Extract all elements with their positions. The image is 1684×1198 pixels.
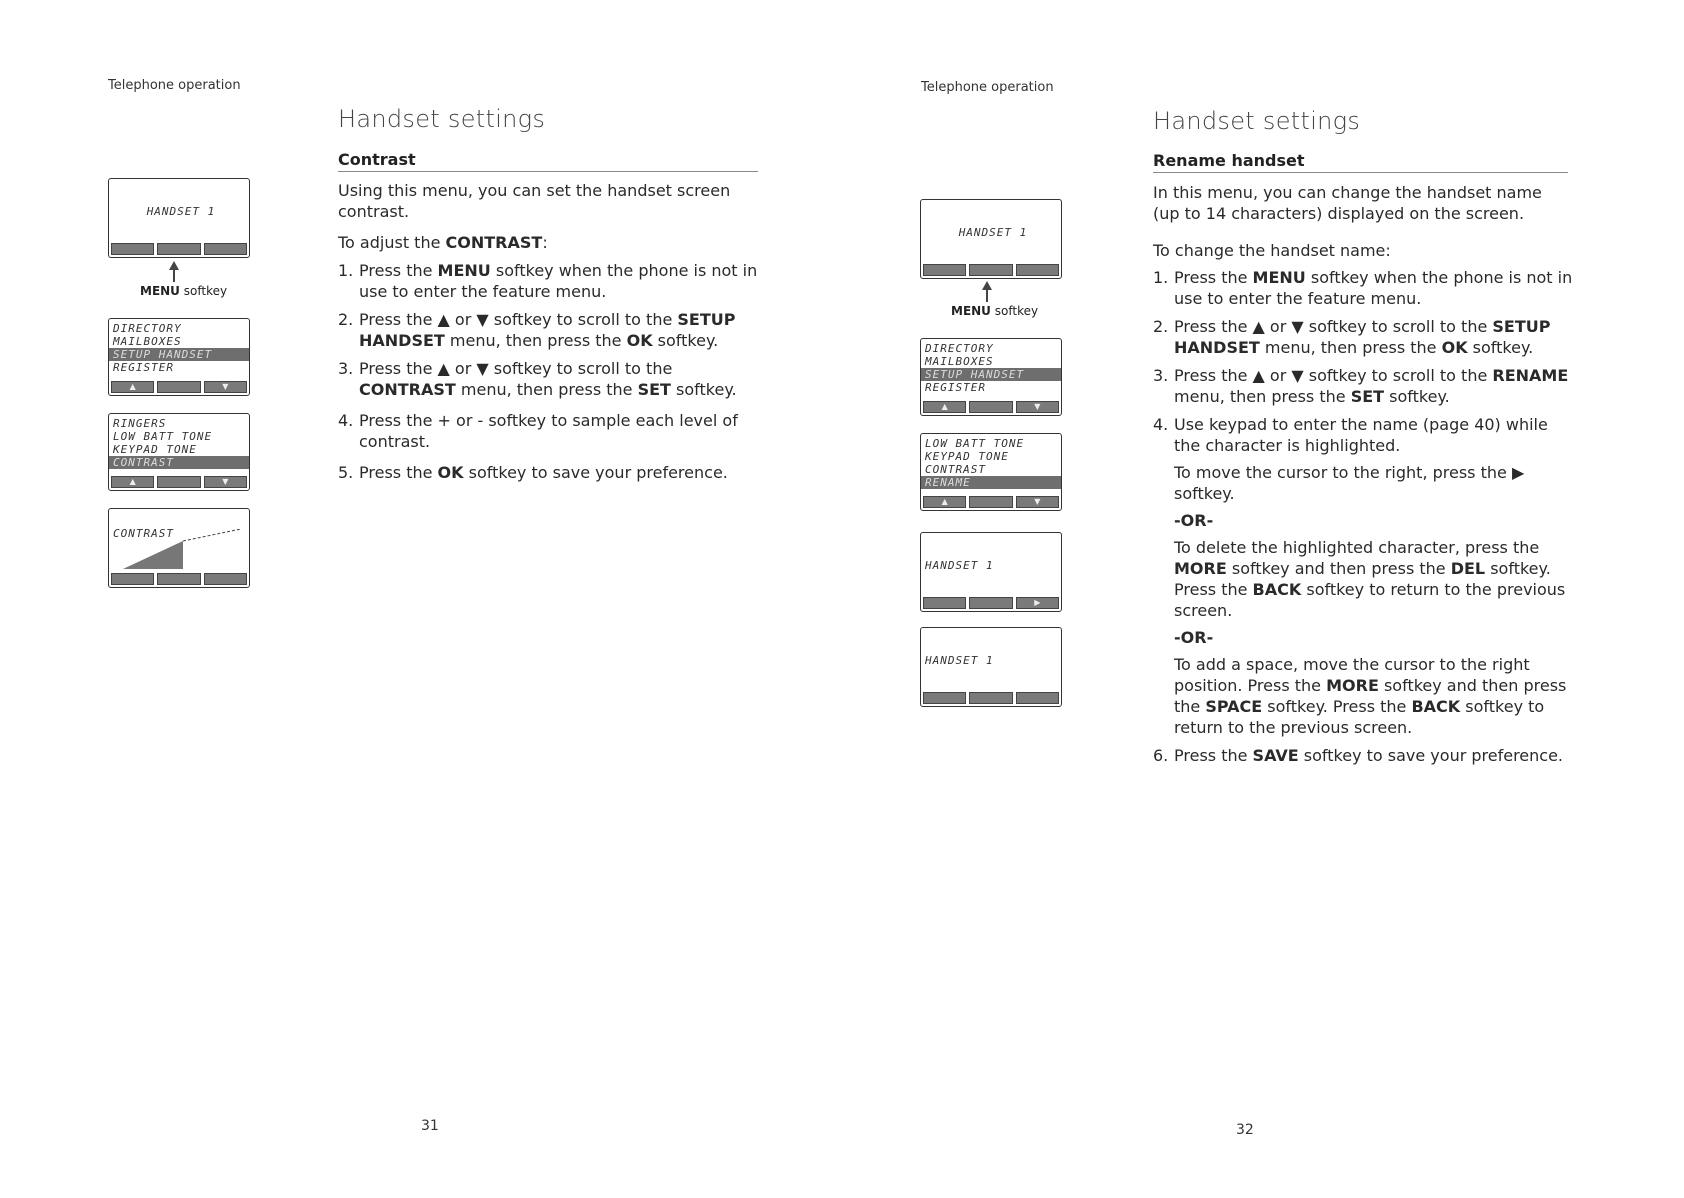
softkey-bar: ▲ ▼ xyxy=(111,381,247,393)
list-item: 4. Press the + or - softkey to sample each level of contrast. xyxy=(338,411,738,451)
substep-space: To add a space, move the cursor to the right position. Press the MORE softkey and then press the SPACE softkey. Press the BACK softkey to return to the previous screen. xyxy=(1174,655,1567,737)
softkey-bar: ▶ xyxy=(923,597,1059,609)
list-item: 3. Press the ▲ or ▼ softkey to scroll to the RENAME menu, then press the SET softkey. xyxy=(1153,366,1569,406)
list-item: 2. Press the ▲ or ▼ softkey to scroll to the SETUP HANDSET menu, then press the OK softkey. xyxy=(338,310,736,350)
list-item: 3. Press the ▲ or ▼ softkey to scroll to the CONTRAST menu, then press the SET softkey. xyxy=(338,359,737,399)
lcd-screen-contrast: CONTRAST xyxy=(108,508,250,588)
lcd-screen-setup-menu: LOW BATT TONE KEYPAD TONE CONTRAST RENAME ▲ ▼ xyxy=(920,433,1062,511)
menu-softkey-caption: MENU softkey xyxy=(951,304,1039,318)
list-item: 6. Press the SAVE softkey to save your preference. xyxy=(1153,746,1564,765)
steps-list-left xyxy=(338,260,758,490)
lcd-screen-main-menu: DIRECTORY MAILBOXES SETUP HANDSET REGISTER ▲ ▼ xyxy=(920,338,1062,416)
lcd-screen-main-menu: DIRECTORY MAILBOXES SETUP HANDSET REGISTER ▲ ▼ xyxy=(108,318,250,396)
intro-paragraph-right: In this menu, you can change the handset name (up to 14 characters) displayed on the screen. xyxy=(1153,183,1542,223)
softkey-bar: ▲ ▼ xyxy=(923,496,1059,508)
adjust-line: To adjust the CONTRAST: xyxy=(338,233,548,252)
lcd-screen-rename-edit: HANDSET 1 ▶ xyxy=(920,532,1062,612)
lcd-screen-setup-menu: RINGERS LOW BATT TONE KEYPAD TONE CONTRAST ▲ ▼ xyxy=(108,413,250,491)
softkey-bar: ▲ ▼ xyxy=(923,401,1059,413)
heading-rule xyxy=(1153,172,1568,173)
softkey-bar xyxy=(111,573,247,585)
section-heading-rename: Rename handset xyxy=(1153,151,1305,170)
softkey-bar: ▲ ▼ xyxy=(111,476,247,488)
softkey-bar xyxy=(111,243,247,255)
page-number-right: 32 xyxy=(1236,1122,1254,1138)
section-heading-contrast: Contrast xyxy=(338,150,416,169)
page-number-left: 31 xyxy=(421,1118,439,1134)
softkey-bar xyxy=(923,264,1059,276)
substep-delete: To delete the highlighted character, press the MORE softkey and then press the DEL softkey. Press the BACK softkey to return to the previous screen. xyxy=(1174,538,1566,620)
menu-softkey-caption: MENU softkey xyxy=(140,284,228,298)
list-item: 5. Press the OK softkey to save your preference. xyxy=(338,463,728,482)
running-head-left: Telephone operation xyxy=(108,78,241,93)
page-title-left: Handset settings xyxy=(338,105,546,133)
heading-rule xyxy=(338,171,758,172)
lcd-screen-handset: HANDSET 1 xyxy=(920,199,1062,279)
lcd-screen-rename-result: HANDSET 1 xyxy=(920,627,1062,707)
list-item: 4. Use keypad to enter the name (page 40) while the character is highlighted. To move the cursor to the right, press the ▶ softkey. -OR- To delete the highlighted character, press the MORE softkey and then press the DEL softkey. Press the BACK softkey to return to the previous screen. -OR- To add a space, move the cursor to the right position. Press the MORE softkey and then press the SPACE softkey. Press the BACK softkey to return to the previous screen. xyxy=(1153,414,1573,738)
or-separator: -OR- xyxy=(1174,511,1214,530)
intro-paragraph-left: Using this menu, you can set the handset screen contrast. xyxy=(338,181,731,221)
steps-list-right xyxy=(1153,267,1573,773)
change-line: To change the handset name: xyxy=(1153,241,1391,260)
contrast-level-graphic xyxy=(113,529,243,571)
page-title-right: Handset settings xyxy=(1153,107,1361,135)
list-item: 2. Press the ▲ or ▼ softkey to scroll to the SETUP HANDSET menu, then press the OK softkey. xyxy=(1153,317,1551,357)
lcd-screen-handset: HANDSET 1 xyxy=(108,178,250,258)
softkey-bar xyxy=(923,692,1059,704)
or-separator: -OR- xyxy=(1174,628,1214,647)
running-head-right: Telephone operation xyxy=(921,80,1054,95)
list-item: 1. Press the MENU softkey when the phone is not in use to enter the feature menu. xyxy=(1153,268,1573,308)
substep-move-cursor: To move the cursor to the right, press the ▶ softkey. xyxy=(1174,463,1525,503)
list-item: 1. Press the MENU softkey when the phone is not in use to enter the feature menu. xyxy=(338,261,758,301)
